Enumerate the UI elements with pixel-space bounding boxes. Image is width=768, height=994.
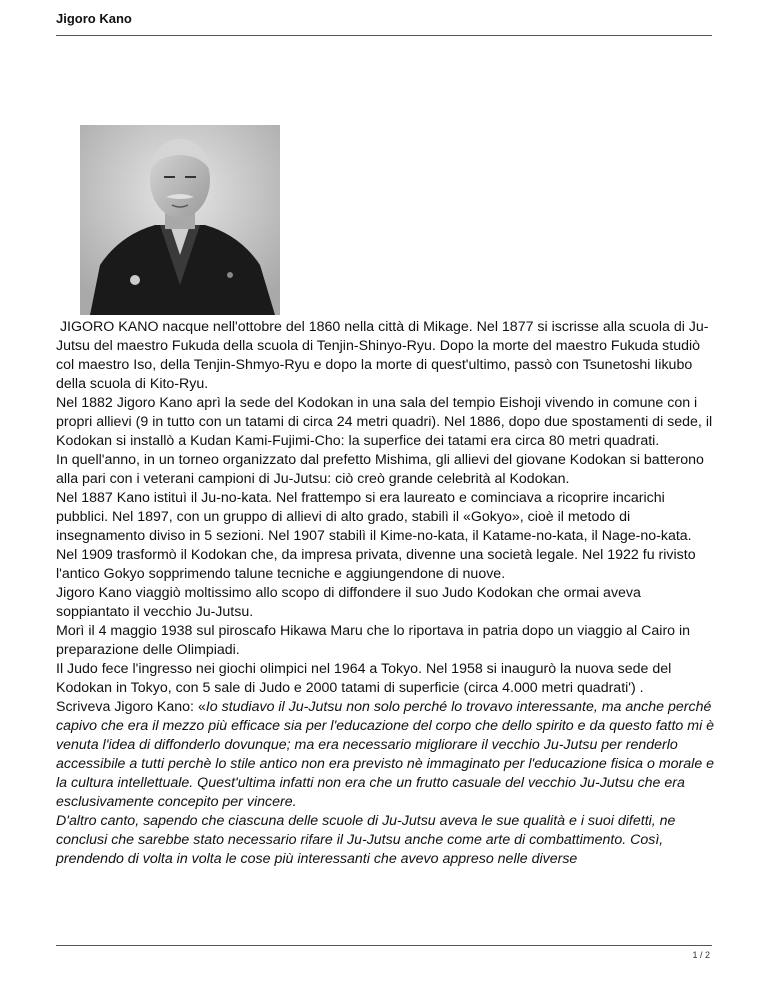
paragraph-6: Morì il 4 maggio 1938 sul piroscafo Hikawa Maru che lo riportava in patria dopo un viaggio al Cairo in preparazione delle Olimpiadi. [56,623,691,658]
paragraph-9: D'altro canto, sapendo che ciascuna delle scuole di Ju-Jutsu aveva le sue qualità e i suoi difetti, ne conclusi che sarebbe stato necessario rifare il Ju-Jutsu anche come arte di combattimento. Così, prendendo di volta in volta le cose più interessanti che avevo appreso nelle diverse [56,813,676,867]
quote-text: Io studiavo il Ju-Jutsu non solo perché lo trovavo interessante, ma anche perché capivo che era il mezzo più efficace sia per l'educazione del corpo che dello spirito e da questo fatto mi è venuta l'idea di diffonderlo dovunque; ma era necessario migliorare il vecchio Ju-Jutsu per renderlo accessibile a tutti perchè lo stile antico non era previsto nè immaginato per l'educazione fisica o morale e la cultura intellettuale. Quest'ultima infatti non era che un frutto casuale del vecchio Ju-Jutsu che era esclusivamente concepito per vincere. [56,699,715,810]
page-number: 1 / 2 [692,950,710,960]
paragraph-8 [56,698,716,812]
paragraph-3: In quell'anno, in un torneo organizzato dal prefetto Mishima, gli allievi del giovane Kodokan si batterono alla pari con i veterani campioni di Ju-Jutsu: ciò creò grande celebrità al Kodokan. [56,452,704,487]
paragraph-2: Nel 1882 Jigoro Kano aprì la sede del Kodokan in una sala del tempio Eishoji vivendo in comune con i propri allievi (9 in tutto con un tatami di circa 24 metri quadri). Nel 1886, dopo due spostamenti di sede, il Kodokan si installò a Kudan Kami-Fujimi-Cho: la superfice dei tatami era circa 80 metri quadrati. [56,395,713,449]
paragraph-4: Nel 1887 Kano istituì il Ju-no-kata. Nel frattempo si era laureato e cominciava a ricoprire incarichi pubblici. Nel 1897, con un gruppo di allievi di alto grado, stabilì il «Gokyo», cioè il metodo di insegnamento diviso in 5 sezioni. Nel 1907 stabilì il Kime-no-kata, il Katame-no-kata, il Nage-no-kata. Nel 1909 trasformò il Kodokan che, da impresa privata, divenne una società legale. Nel 1922 fu rivisto l'antico Gokyo sopprimendo talune tecniche e aggiungendone di nuove. [56,490,696,582]
footer-divider [56,945,712,946]
paragraph-5: Jigoro Kano viaggiò moltissimo allo scopo di diffondere il suo Judo Kodokan che ormai aveva soppiantato il vecchio Ju-Jutsu. [56,585,641,620]
portrait-icon [80,125,280,315]
portrait-photo [80,125,280,315]
paragraph-7: Il Judo fece l'ingresso nei giochi olimpici nel 1964 a Tokyo. Nel 1958 si inaugurò la nuova sede del Kodokan in Tokyo, con 5 sale di Judo e 2000 tatami di superficie (circa 4.000 metri quadrati') . [56,661,672,696]
paragraph-1: JIGORO KANO nacque nell'ottobre del 1860 nella città di Mikage. Nel 1877 si iscrisse alla scuola di Ju-Jutsu del maestro Fukuda della scuola di Tenjin-Shinyo-Ryu. Dopo la morte del maestro Fukuda studiò col maestro Iso, della Tenjin-Shmyo-Ryu e dopo la morte di quest'ultimo, passò con Tsunetoshi Iikubo della scuola di Kito-Ryu. [56,319,709,392]
quote-lead: Scriveva Jigoro Kano: « [56,699,206,715]
article-body [56,318,716,869]
header-divider [56,35,712,36]
page-header-title: Jigoro Kano [56,11,132,26]
